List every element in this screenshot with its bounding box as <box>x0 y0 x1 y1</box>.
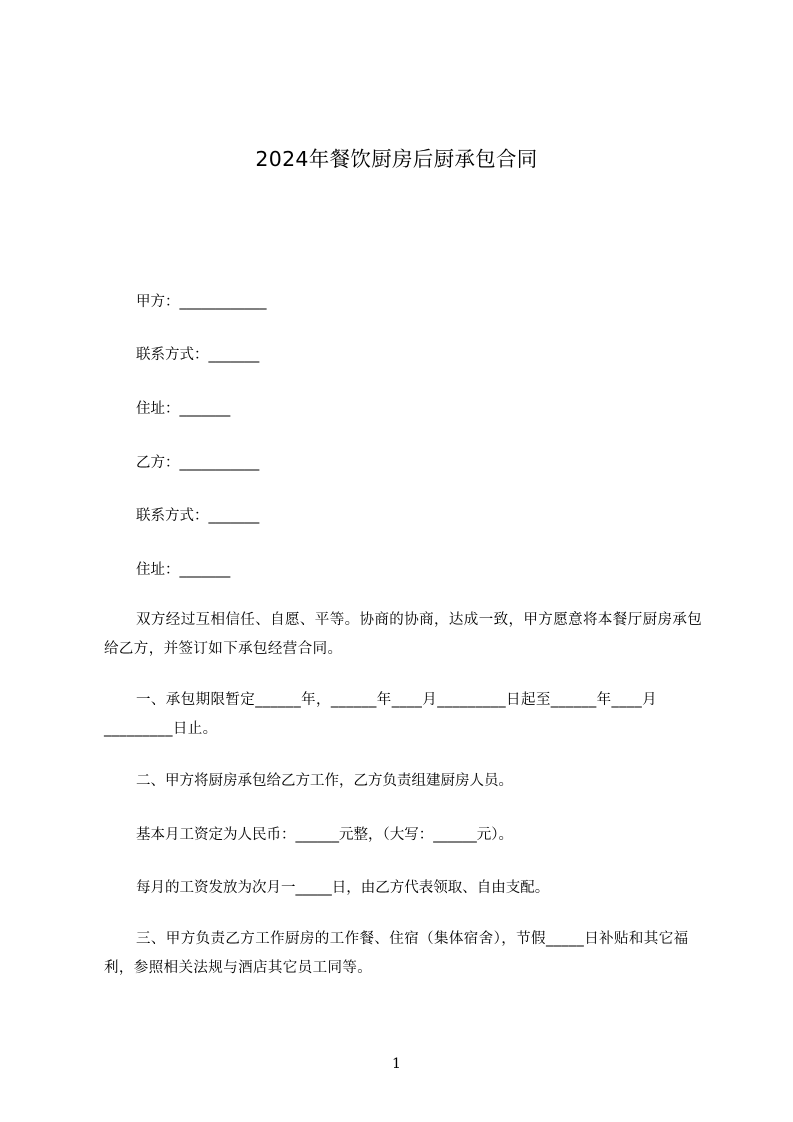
party-b-contact-field: 联系方式：_______ <box>136 508 260 524</box>
salary-paragraph: 基本月工资定为人民币：______元整，（大写：______元）。 <box>136 827 513 843</box>
clause-2-paragraph: 二、甲方将厨房承包给乙方工作，乙方负责组建厨房人员。 <box>136 773 513 789</box>
document-title: 2024年餐饮厨房后厨承包合同 <box>255 147 538 171</box>
clause-3-paragraph: 三、甲方负责乙方工作厨房的工作餐、住宿（集体宿舍），节假_____日补贴和其它福利，参照相关法规与酒店其它员工同等。 <box>104 931 689 976</box>
party-a-address-field: 住址：_______ <box>136 401 231 417</box>
party-b-address-field: 住址：_______ <box>136 562 231 578</box>
party-a-contact-field: 联系方式：_______ <box>136 347 260 363</box>
pay-date-paragraph: 每月的工资发放为次月一_____日，由乙方代表领取、自由支配。 <box>136 880 550 896</box>
intro-paragraph: 双方经过互相信任、自愿、平等。协商的协商，达成一致，甲方愿意将本餐厅厨房承包给乙方，并签订如下承包经营合同。 <box>104 612 703 657</box>
party-b-field: 乙方：___________ <box>136 455 260 471</box>
clause-1-paragraph: 一、承包期限暂定______年，______年____月_________日起至______年____月_________日止。 <box>104 692 658 737</box>
page-number: 1 <box>392 1056 401 1072</box>
party-a-field: 甲方：____________ <box>136 294 267 310</box>
